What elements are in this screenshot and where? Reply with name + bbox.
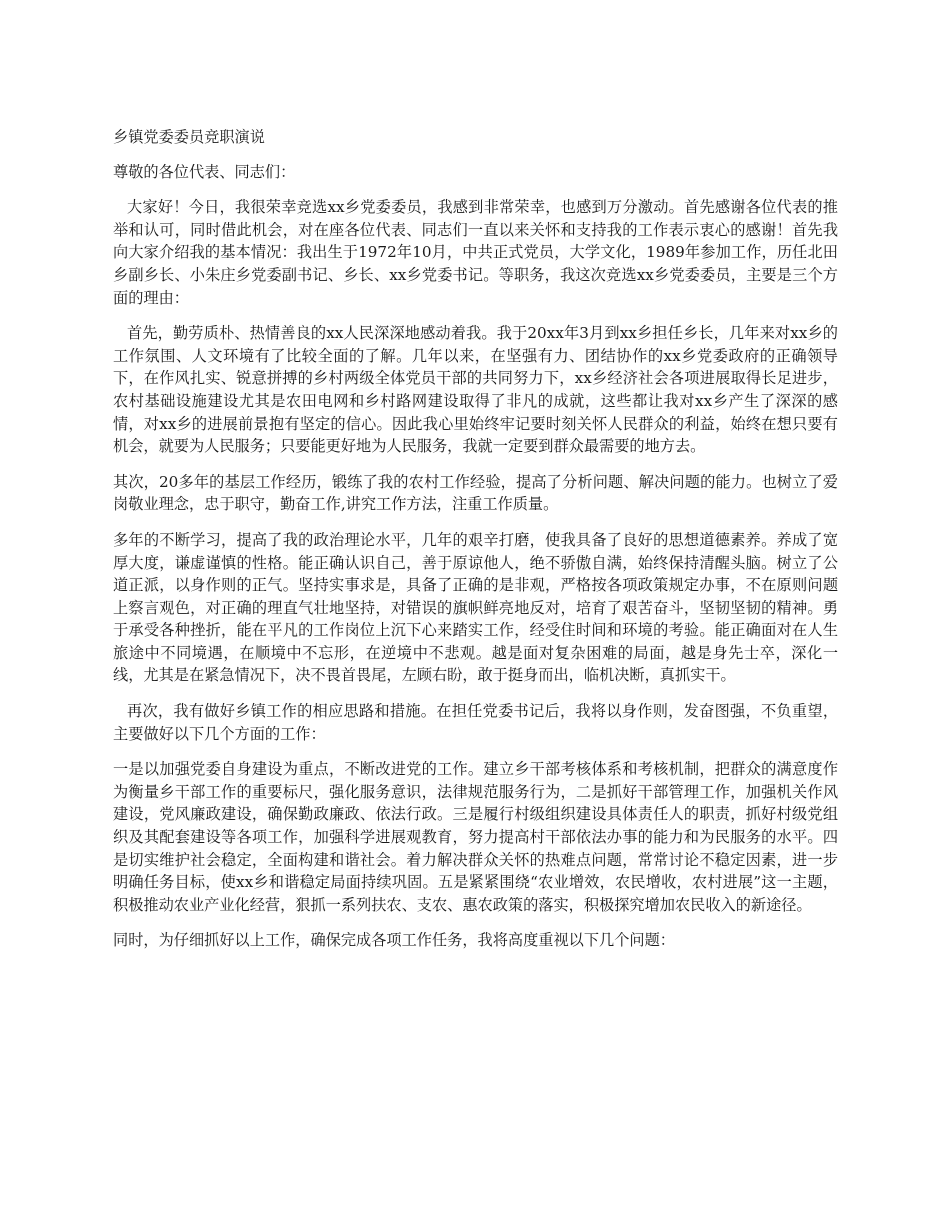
document-page <box>113 118 838 965</box>
salutation: 尊敬的各位代表、同志们： <box>113 162 296 181</box>
paragraph-concluding: 同时，为仔细抓好以上工作，确保完成各项工作任务，我将高度重视以下几个问题： <box>113 931 675 950</box>
paragraph-reason-second: 其次，20多年的基层工作经历，锻练了我的农村工作经验，提高了分析问题、解决问题的能力。也树立了爱岗敬业理念，忠于职守，勤奋工作,讲究工作方法，注重工作质量。 <box>113 472 838 514</box>
document-title: 乡镇党委委员竞职演说 <box>113 128 265 146</box>
paragraph-introduction: 大家好！今日，我很荣幸竞选xx乡党委委员，我感到非常荣幸，也感到万分激动。首先感谢各位代表的推举和认可，同时借此机会，对在座各位代表、同志们一直以来关怀和支持我的工作表示衷心的感谢！首先我向大家介绍我的基本情况：我出生于1972年10月，中共正式党员，大学文化，1989年参加工作，历任北田乡副乡长、小朱庄乡党委副书记、乡长、xx乡党委书记。等职务，我这次竞选xx乡党委委员，主要是三个方面的理由： <box>113 198 838 307</box>
paragraph-work-plan: 一是以加强党委自身建设为重点，不断改进党的工作。建立乡干部考核体系和考核机制，把群众的满意度作为衡量乡干部工作的重要标尺，强化服务意识，法律规范服务行为，二是抓好干部管理工作，加强机关作风建设，党风廉政建设，确保勤政廉政、依法行政。三是履行村级组织建设具体责任人的职责，抓好村级党组织及其配套建设等各项工作，加强科学进展观教育，努力提高村干部依法办事的能力和为民服务的水平。四是切实维护社会稳定，全面构建和谐社会。着力解决群众关怀的热难点问题，常常讨论不稳定因素，进一步明确任务目标，使xx乡和谐稳定局面持续巩固。五是紧紧围绕“农业增效，农民增收，农村进展”这一主题，积极推动农业产业化经营，狠抓一系列扶农、支农、惠农政策的落实，积极探究增加农民收入的新途径。 <box>113 760 838 914</box>
paragraph-study-quality: 多年的不断学习，提高了我的政治理论水平，几年的艰辛打磨，使我具备了良好的思想道德素养。养成了宽厚大度，谦虚谨慎的性格。能正确认识自己，善于原谅他人，绝不骄傲自满，始终保持清醒头脑。树立了公道正派，以身作则的正气。坚持实事求是，具备了正确的是非观，严格按各项政策规定办事，不在原则问题上察言观色，对正确的理直气壮地坚持，对错误的旗帜鲜亮地反对，培育了艰苦奋斗，坚韧坚韧的精神。勇于承受各种挫折，能在平凡的工作岗位上沉下心来踏实工作，经受住时间和环境的考验。能正确面对在人生旅途中不同境遇，在顺境中不忘形，在逆境中不悲观。越是面对复杂困难的局面，越是身先士卒，深化一线，尤其是在紧急情况下，决不畏首畏尾，左顾右盼，敢于挺身而出，临机决断，真抓实干。 <box>113 530 838 685</box>
paragraph-reason-third: 再次，我有做好乡镇工作的相应思路和措施。在担任党委书记后，我将以身作则，发奋图强，不负重望，主要做好以下几个方面的工作： <box>113 702 838 743</box>
paragraph-reason-first: 首先，勤劳质朴、热情善良的xx人民深深地感动着我。我于20xx年3月到xx乡担任乡长，几年来对xx乡的工作氛围、人文环境有了比较全面的了解。几年以来，在坚强有力、团结协作的xx乡党委政府的正确领导下，在作风扎实、锐意拼搏的乡村两级全体党员干部的共同努力下，xx乡经济社会各项进展取得长足进步，农村基础设施建设尤其是农田电网和乡村路网建设取得了非凡的成就，这些都让我对xx乡产生了深深的感情，对xx乡的进展前景抱有坚定的信心。因此我心里始终牢记要时刻关怀人民群众的利益，始终在想只要有机会，就要为人民服务；只要能更好地为人民服务，我就一定要到群众最需要的地方去。 <box>113 324 838 456</box>
